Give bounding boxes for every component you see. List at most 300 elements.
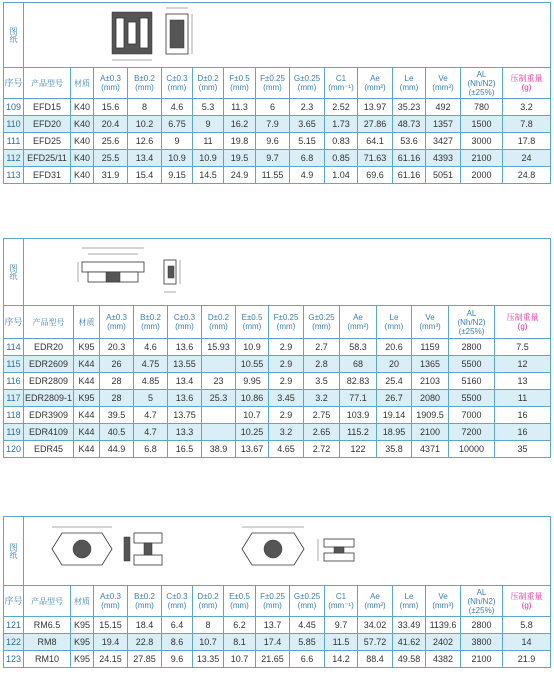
table-cell: 492 [426,99,461,116]
col-header: AL (Nh/N2) (±25%) [461,68,503,99]
table-cell: 28 [100,390,134,407]
table-cell: 2.52 [325,99,358,116]
table-cell: 4371 [412,441,449,458]
table-cell: EDR20 [24,339,74,356]
table-cell: K95 [74,390,100,407]
table-cell: 1365 [412,356,449,373]
table-cell: 16.2 [224,116,256,133]
table-cell: 19.4 [94,634,128,651]
table-cell: 9 [193,116,224,133]
table-cell: 13.4 [128,150,162,167]
table-cell: 117 [4,390,24,407]
table-row [4,651,551,668]
table-cell: 12 [495,356,551,373]
table-cell: 5500 [449,390,495,407]
table-cell: 25.6 [94,133,128,150]
table-cell: K95 [71,634,94,651]
col-header: B±0.2 (mm) [134,306,168,339]
table-cell: 26 [100,356,134,373]
table-cell: 20.6 [377,339,412,356]
table-cell: 5.85 [290,634,325,651]
table-cell: 2100 [412,424,449,441]
table-cell: 69.6 [358,167,393,184]
rm-drawing [24,517,551,586]
table-cell: 15.93 [202,339,236,356]
table-cell: EDR4109 [24,424,74,441]
rm-core-drawing [32,519,452,583]
table-cell: 4.7 [134,407,168,424]
table-cell: 61.16 [393,167,426,184]
table-cell: 5.15 [290,133,325,150]
col-header: Le (mm) [393,586,426,617]
col-header: 材质 [71,68,94,99]
table-cell: 10.7 [236,407,269,424]
table-cell: 5160 [449,373,495,390]
table-cell: 10.25 [236,424,269,441]
table-cell: 122 [4,634,24,651]
table-cell: 6.6 [290,651,325,668]
col-header: AL (Nh/N2) (±25%) [461,586,503,617]
col-header: G±0.25 (mm) [304,306,340,339]
col-header: 材质 [74,306,100,339]
col-header: A±0.3 (mm) [100,306,134,339]
col-header: C1 (mm⁻¹) [325,586,358,617]
table-cell: 28 [100,373,134,390]
table-cell: 53.6 [393,133,426,150]
table-cell: 9.7 [325,617,358,634]
table-cell: 123 [4,651,24,668]
table-cell: 31.9 [94,167,128,184]
table-cell: 2402 [426,634,461,651]
table-cell: 33.49 [393,617,426,634]
table-header-row [4,306,551,339]
table-cell: 11 [193,133,224,150]
table-cell: 19.5 [224,150,256,167]
col-header: F±0.25 (mm) [256,68,290,99]
table-row [4,133,551,150]
table-cell: 2080 [412,390,449,407]
table-cell: 8.1 [224,634,256,651]
col-header: C±0.3 (mm) [168,306,202,339]
table-cell: 14.5 [193,167,224,184]
table-cell: 8 [193,617,224,634]
table-cell: EFD25/11 [24,150,71,167]
table-cell: 1159 [412,339,449,356]
table-cell: 21.65 [256,651,290,668]
table-cell: 17.8 [503,133,551,150]
table-cell: 9.95 [236,373,269,390]
table-cell: 20.4 [94,116,128,133]
table-cell: 21.9 [503,651,551,668]
table-cell: 82.83 [340,373,377,390]
col-header: Ae (mm²) [340,306,377,339]
table-cell: 13.6 [168,390,202,407]
table-cell: 22.8 [128,634,162,651]
table-cell: 5.8 [503,617,551,634]
col-header: Ve (mm³) [426,68,461,99]
table-cell: 4.45 [290,617,325,634]
table-cell: 14.2 [325,651,358,668]
table-cell: 23 [202,373,236,390]
table-cell: 113 [4,167,24,184]
table-cell: 13 [495,373,551,390]
col-header: 压制重量 (g) [503,68,551,99]
col-header: E±0.5 (mm) [224,586,256,617]
table-row [4,356,551,373]
table-cell: EDR45 [24,441,74,458]
col-header: 产品型号 [24,306,74,339]
table-cell: 40.5 [100,424,134,441]
table-cell: 64.1 [358,133,393,150]
table-row [4,441,551,458]
table-cell: 27.86 [358,116,393,133]
col-header: 产品型号 [24,68,71,99]
table-cell: K44 [74,356,100,373]
table-cell: K95 [71,617,94,634]
col-header: D±0.2 (mm) [202,306,236,339]
table-cell: 1357 [426,116,461,133]
table-cell: 116 [4,373,24,390]
table-cell: EFD15 [24,99,71,116]
table-row [4,390,551,407]
col-header: Ae (mm²) [358,586,393,617]
table-cell: 3.2 [304,390,340,407]
col-header: 序号 [4,306,24,339]
drawing-label: 图纸 [4,517,24,586]
table-cell: 2.8 [304,356,340,373]
table-cell: 2000 [461,167,503,184]
col-header: Ve (mm³) [426,586,461,617]
table-cell: 4.7 [134,424,168,441]
col-header: 材质 [71,586,94,617]
table-cell: 2.9 [269,339,304,356]
table-cell: 35.23 [393,99,426,116]
table-row [4,116,551,133]
table-cell: 13.4 [168,373,202,390]
table-cell: 11.5 [325,634,358,651]
table-cell: 14 [503,634,551,651]
table-cell: 780 [461,99,503,116]
table-cell: 2.7 [304,339,340,356]
col-header: 序号 [4,586,24,617]
table-cell: K44 [74,407,100,424]
drawing-label: 图纸 [4,3,24,68]
table-cell: 35.8 [377,441,412,458]
table-cell: 2800 [461,617,503,634]
table-cell: 120 [4,441,24,458]
table-cell: 13.75 [168,407,202,424]
table-cell: 27.85 [128,651,162,668]
table-cell: RM8 [24,634,71,651]
table-cell: 1909.5 [412,407,449,424]
table-cell: 0.85 [325,150,358,167]
table-cell: 41.62 [393,634,426,651]
table-cell: EDR2609 [24,356,74,373]
col-header: G±0.25 (mm) [290,586,325,617]
table-cell: 13.35 [193,651,224,668]
table-cell: 11.3 [224,99,256,116]
col-header: F±0.5 (mm) [224,68,256,99]
table-cell: 4.65 [269,441,304,458]
table-cell: 0.83 [325,133,358,150]
table-cell: 5.3 [193,99,224,116]
table-cell: K95 [71,651,94,668]
table-cell: K44 [74,373,100,390]
table-cell: 6.8 [134,441,168,458]
table-cell: EDR2809 [24,373,74,390]
table-cell: K44 [74,441,100,458]
table-row [4,150,551,167]
col-header: A±0.3 (mm) [94,586,128,617]
table-cell: 16 [495,424,551,441]
table-cell: 9 [162,133,193,150]
table-cell: 13.6 [168,339,202,356]
table-cell: EFD25 [24,133,71,150]
table-cell: 110 [4,116,24,133]
edr-core-drawing [64,242,234,302]
table-cell: 3.45 [269,390,304,407]
col-header: 产品型号 [24,586,71,617]
table-cell: 6.75 [162,116,193,133]
efd-core-drawing [84,4,264,66]
col-header: D±0.2 (mm) [193,68,224,99]
table-cell: 114 [4,339,24,356]
table-cell: 17.4 [256,634,290,651]
table-cell: 2.9 [269,407,304,424]
table-cell: 4393 [426,150,461,167]
col-header: F±0.25 (mm) [269,306,304,339]
col-header: Ae (mm²) [358,68,393,99]
table-cell: 10.9 [193,150,224,167]
table-cell: 10.86 [236,390,269,407]
table-cell: 13.67 [236,441,269,458]
table-cell: 16 [495,407,551,424]
table-cell: 7.8 [503,116,551,133]
table-cell: 111 [4,133,24,150]
table-cell: 3800 [461,634,503,651]
table-cell: 24.15 [94,651,128,668]
table-cell: 6 [256,99,290,116]
table-cell: 15.15 [94,617,128,634]
table-cell: 61.16 [393,150,426,167]
table-cell: 68 [340,356,377,373]
table-cell: 25.3 [202,390,236,407]
table-cell: 11.55 [256,167,290,184]
table-row [4,407,551,424]
table-cell: 19.14 [377,407,412,424]
table-cell: 112 [4,150,24,167]
table-cell: 8.6 [162,634,193,651]
table-cell: 10.55 [236,356,269,373]
table-cell: 38.9 [202,441,236,458]
col-header: B±0.2 (mm) [128,68,162,99]
table-cell: 5500 [449,356,495,373]
table-cell: 10.9 [236,339,269,356]
table-cell: 10000 [449,441,495,458]
col-header: E±0.5 (mm) [236,306,269,339]
table-cell: 3.2 [269,424,304,441]
table-cell: 4.6 [162,99,193,116]
table-cell: 5051 [426,167,461,184]
table-cell: 7200 [449,424,495,441]
table-cell: 13.3 [168,424,202,441]
table-cell: 2.72 [304,441,340,458]
table-cell: 77.1 [340,390,377,407]
col-header: B±0.2 (mm) [128,586,162,617]
table-cell: 3427 [426,133,461,150]
table-cell: 71.63 [358,150,393,167]
table-cell: K40 [71,133,94,150]
table-cell: 3.5 [304,373,340,390]
table-cell: 25.4 [377,373,412,390]
table-cell: 4.9 [290,167,325,184]
table-cell: 26.7 [377,390,412,407]
table-cell: 13.7 [256,617,290,634]
table-cell: 7000 [449,407,495,424]
table-row [4,634,551,651]
table-cell: 39.5 [100,407,134,424]
table-cell: 19.8 [224,133,256,150]
table-cell: 25.5 [94,150,128,167]
table-row [4,339,551,356]
table-cell [202,424,236,441]
table-cell: 20 [377,356,412,373]
table-cell: 3.65 [290,116,325,133]
table-cell: 115 [4,356,24,373]
table-cell: 2.3 [290,99,325,116]
table-cell [202,356,236,373]
table-cell: 2800 [449,339,495,356]
table-header-row [4,68,551,99]
table-cell: 1.04 [325,167,358,184]
table-cell: 6.8 [290,150,325,167]
rm-spec-table [3,516,551,668]
table-cell: 8 [128,99,162,116]
table-cell: 88.4 [358,651,393,668]
table-cell: EFD31 [24,167,71,184]
table-cell: 4382 [426,651,461,668]
table-cell: 5 [134,390,168,407]
table-cell: 109 [4,99,24,116]
col-header: A±0.3 (mm) [94,68,128,99]
table-row [4,424,551,441]
table-cell: RM10 [24,651,71,668]
table-cell: 24.9 [224,167,256,184]
col-header: F±0.25 (mm) [256,586,290,617]
table-cell: 6.2 [224,617,256,634]
table-cell: 2.75 [304,407,340,424]
table-row [4,617,551,634]
table-cell: 4.6 [134,339,168,356]
col-header: C±0.3 (mm) [162,68,193,99]
table-cell: 57.72 [358,634,393,651]
table-row [4,167,551,184]
table-cell: 1139.6 [426,617,461,634]
table-cell: 2.9 [269,356,304,373]
table-cell: 20.3 [100,339,134,356]
table-row [4,99,551,116]
table-cell [202,407,236,424]
table-cell: 118 [4,407,24,424]
table-cell: 2.65 [304,424,340,441]
table-cell: 6.4 [162,617,193,634]
col-header: G±0.25 (mm) [290,68,325,99]
table-cell: K40 [71,116,94,133]
col-header: 序号 [4,68,24,99]
table-cell: 1.73 [325,116,358,133]
table-cell: 7.9 [256,116,290,133]
table-cell: 10.2 [128,116,162,133]
col-header: 压制重量 (g) [503,586,551,617]
table-cell: 24 [503,150,551,167]
table-cell: 2.9 [269,373,304,390]
edr-spec-table [3,238,551,458]
table-cell: 11 [495,390,551,407]
table-cell: 9.6 [162,651,193,668]
col-header: D±0.2 (mm) [193,586,224,617]
col-header: Le (mm) [393,68,426,99]
efd-spec-table [3,2,551,184]
table-cell: 12.6 [128,133,162,150]
table-cell: 10.9 [162,150,193,167]
table-cell: 3.2 [503,99,551,116]
table-cell: 48.73 [393,116,426,133]
col-header: Ve (mm³) [412,306,449,339]
table-cell: 16.5 [168,441,202,458]
table-cell: K40 [71,99,94,116]
table-cell: 24.8 [503,167,551,184]
table-cell: 34.02 [358,617,393,634]
col-header: Le (mm) [377,306,412,339]
table-cell: 15.6 [94,99,128,116]
table-cell: 9.6 [256,133,290,150]
table-cell: 15.4 [128,167,162,184]
table-cell: 3000 [461,133,503,150]
table-cell: 4.85 [134,373,168,390]
table-cell: 4.75 [134,356,168,373]
table-cell: 49.58 [393,651,426,668]
table-cell: 2100 [461,651,503,668]
table-cell: 13.97 [358,99,393,116]
table-cell: EDR3909 [24,407,74,424]
table-cell: 7.5 [495,339,551,356]
table-cell: 115.2 [340,424,377,441]
col-header: 压制重量 (g) [495,306,551,339]
table-cell: 1500 [461,116,503,133]
table-cell: 10.7 [224,651,256,668]
col-header: C1 (mm⁻¹) [325,68,358,99]
table-header-row [4,586,551,617]
efd-drawing [24,3,551,68]
table-cell: K40 [71,150,94,167]
table-cell: 44.9 [100,441,134,458]
table-row [4,373,551,390]
table-cell: RM6.5 [24,617,71,634]
table-cell: 119 [4,424,24,441]
col-header: AL (Nh/N2) (±25%) [449,306,495,339]
col-header: C±0.3 (mm) [162,586,193,617]
drawing-label: 图纸 [4,239,24,306]
table-cell: 9.15 [162,167,193,184]
table-cell: 2103 [412,373,449,390]
table-cell: 10.7 [193,634,224,651]
table-cell: 18.4 [128,617,162,634]
table-cell: 103.9 [340,407,377,424]
table-cell: 2100 [461,150,503,167]
table-cell: 121 [4,617,24,634]
table-cell: 18.95 [377,424,412,441]
table-cell: 9.7 [256,150,290,167]
